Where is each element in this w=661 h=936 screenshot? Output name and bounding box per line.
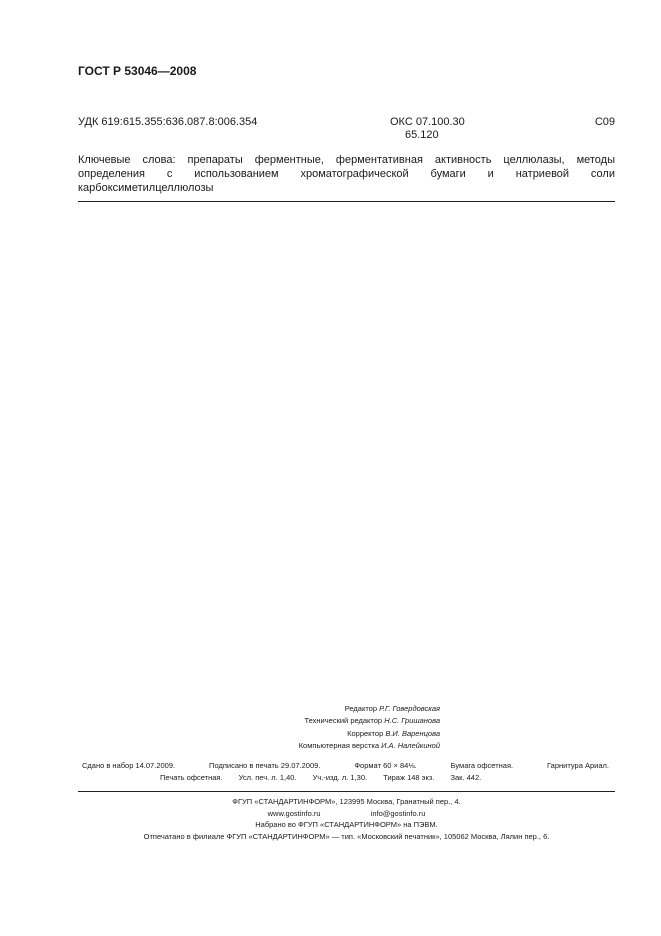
divider-bottom — [78, 791, 615, 792]
classification-row — [78, 116, 615, 146]
publisher-printed: Отпечатано в филиале ФГУП «СТАНДАРТИНФОРМ» — тип. «Московский печатник», 105062 Москва, Лялин пер., 6. — [143, 831, 550, 841]
print-info-row1 — [82, 761, 609, 770]
print-info-item: Подписано в печать 29.07.2009. — [209, 761, 321, 770]
credit-role: Редактор — [344, 704, 378, 713]
print-info-item: Зак. 442. — [450, 773, 482, 782]
print-info-item: Печать офсетная. — [160, 773, 223, 782]
class-code: С09 — [594, 116, 615, 128]
print-info-item: Гарнитура Ариал. — [547, 761, 609, 770]
publisher-contacts — [78, 808, 615, 820]
publisher-address: ФГУП «СТАНДАРТИНФОРМ», 123995 Москва, Гранатный пер., 4. — [232, 797, 461, 806]
print-info-item: Формат 60 × 84⅛. — [354, 761, 417, 770]
credit-role: Компьютерная верстка — [298, 740, 380, 750]
print-info-item: Тираж 148 экз. — [383, 773, 435, 782]
print-info-row2 — [160, 773, 495, 782]
credit-role: Корректор — [347, 728, 384, 738]
publisher-typeset: Набрано во ФГУП «СТАНДАРТИНФОРМ» на ПЭВМ. — [255, 820, 438, 829]
credits-block — [230, 703, 440, 752]
credit-person: В.И. Варенцова — [385, 728, 440, 738]
publisher-email-link[interactable]: info@gostinfo.ru — [370, 808, 426, 818]
credit-person: И.А. Налейкиной — [381, 740, 440, 750]
credit-layout — [230, 740, 440, 752]
publisher-block — [78, 796, 615, 842]
publisher-website-link[interactable]: www.gostinfo.ru — [267, 808, 321, 818]
print-info-item: Бумага офсетная. — [450, 761, 514, 770]
credit-role: Технический редактор — [304, 716, 383, 726]
divider-top — [78, 201, 615, 202]
credit-person: Н.С. Гришанова — [384, 716, 440, 726]
print-info-item: Уч.-изд. л. 1,30. — [312, 773, 368, 782]
credit-person: Р.Г. Говердовская — [379, 704, 440, 713]
oks-code-line1: ОКС 07.100.30 — [390, 116, 465, 128]
keywords-text: Ключевые слова: препараты ферментные, ферментативная активность целлюлазы, методы определения с использованием хроматографической бумаги и натриевой соли карбоксиметилцеллюлозы — [78, 154, 615, 194]
credit-corrector — [230, 728, 440, 740]
standard-number: ГОСТ Р 53046—2008 — [78, 64, 197, 78]
print-info-item: Усл. печ. л. 1,40. — [238, 773, 297, 782]
oks-code — [390, 116, 465, 142]
credit-editor — [230, 703, 440, 715]
oks-code-line2: 65.120 — [405, 129, 439, 141]
print-info-item: Сдано в набор 14.07.2009. — [82, 761, 176, 770]
udc-code: УДК 619:615.355:636.087.8:006.354 — [78, 116, 258, 128]
credit-tech-editor — [230, 715, 440, 727]
